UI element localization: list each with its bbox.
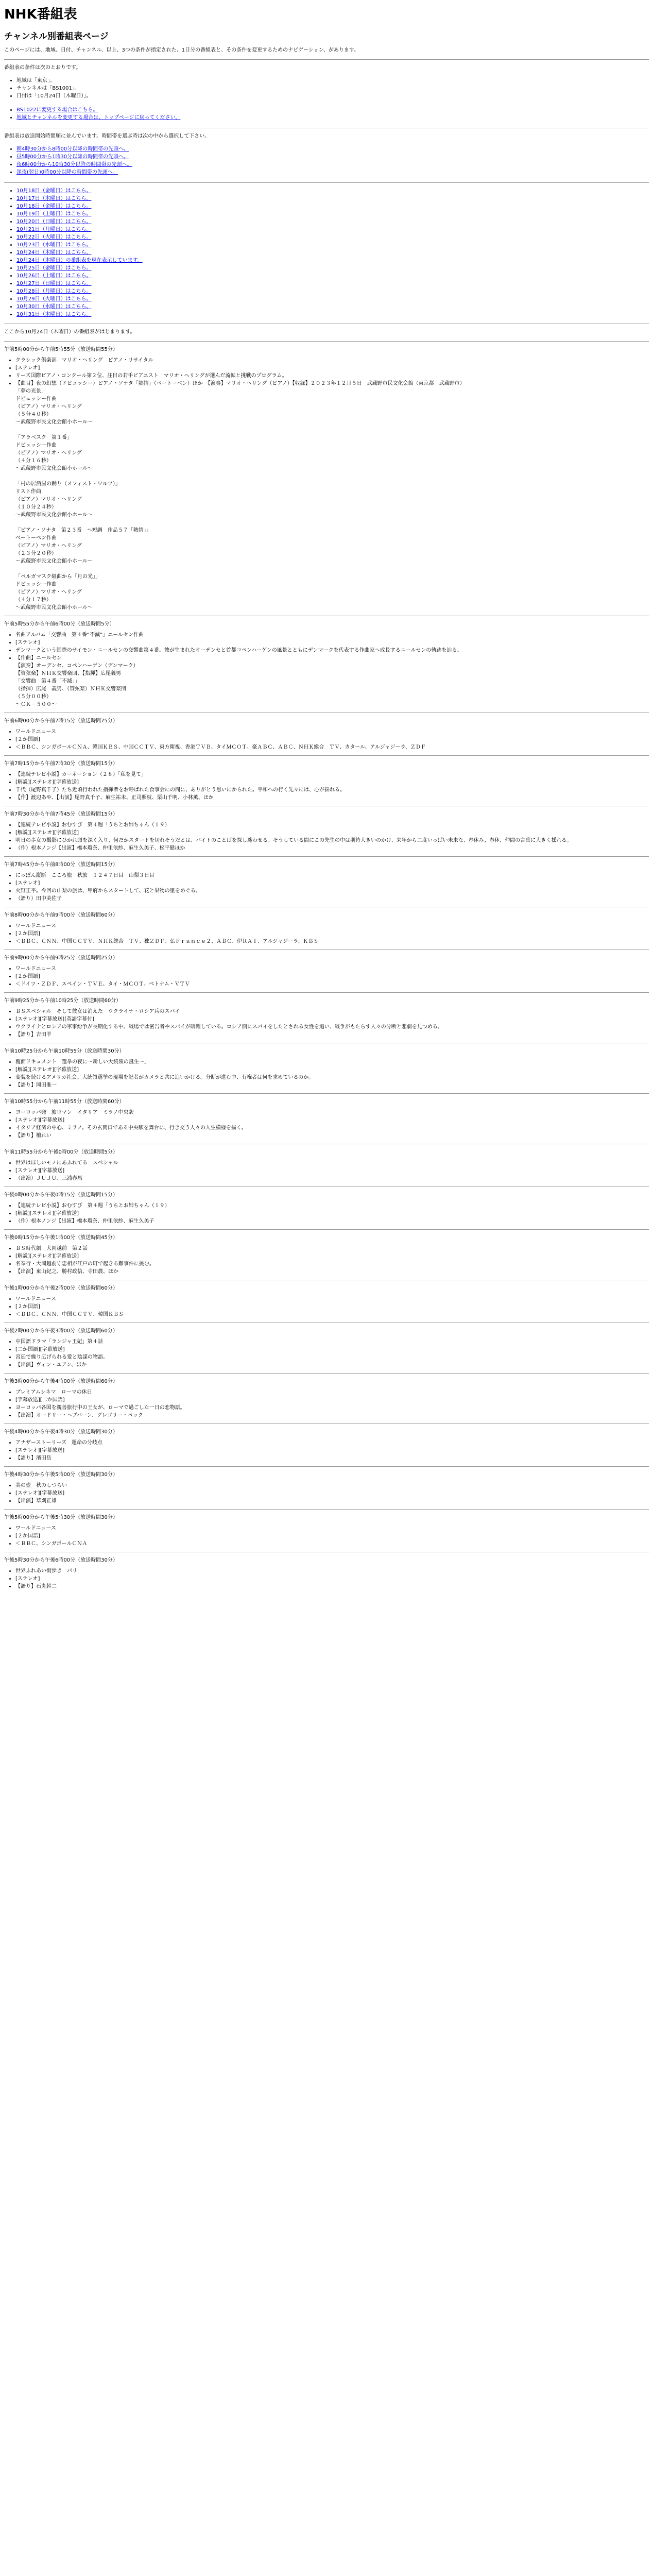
program-entry — [4, 1514, 649, 1548]
program-detail-line: 「交響曲 第４番「不滅」」 — [15, 678, 80, 684]
program-details — [4, 1524, 649, 1548]
program-detail-line: （５分４０秒） — [15, 411, 51, 417]
program-entry — [4, 717, 649, 751]
program-detail-line: • [ステレオ] — [15, 364, 649, 372]
program-detail-line: • イタリア経済の中心、ミラノ。その玄関口である中央駅を舞台に、行き交う人々の人生模様を描く。 — [15, 1124, 649, 1132]
program-time: 午前10時55分から午前11時55分（放送時間60分） — [4, 1098, 125, 1105]
date-link-current — [16, 257, 649, 264]
time-link-late-night[interactable]: 深夜(翌日)0時00分以降の時間帯の先頭へ。 — [16, 169, 118, 175]
time-link-evening[interactable]: 夜6時00分から10時30分以降の時間帯の先頭へ。 — [16, 161, 132, 167]
program-detail-line: • [ステレオ][字幕放送] — [15, 1116, 649, 1124]
program-detail-line: （４分１６秒） — [15, 457, 51, 464]
program-detail-line: • [２か国語] — [15, 1532, 649, 1540]
program-entry — [4, 861, 649, 903]
program-detail-line: ～武蔵野市民文化会館小ホール～ — [15, 558, 93, 564]
program-entry — [4, 346, 649, 612]
program-title: • ＢＳ時代劇 大岡越前 第２話 — [15, 1245, 649, 1252]
program-divider — [4, 992, 649, 993]
date-link[interactable]: 10月18日（金曜日）はこちら。 — [16, 203, 92, 209]
program-time: 午前10時25分から午前10時55分（放送時間30分） — [4, 1048, 125, 1054]
program-detail-line — [15, 565, 649, 573]
program-detail-line: • ＜ＢＢＣ、ＣＮＮ、中国ＣＣＴＶ、韓国ＫＢＳ — [15, 1311, 649, 1318]
program-details — [4, 1245, 649, 1276]
program-title: • プレミアムシネマ ローマの休日 — [15, 1388, 649, 1396]
program-time: 午前8時00分から午前9時00分（放送時間60分） — [4, 912, 118, 918]
program-detail-line: （ピアノ）マリオ・ヘリング — [15, 450, 82, 456]
change-region-item — [16, 114, 649, 122]
page-subtitle: チャンネル別番組表ページ — [4, 31, 109, 42]
list-start-note: ここから10月24日（木曜日）の番組表がはじまります。 — [4, 329, 135, 335]
program-detail-line: • [字幕放送][二か国語] — [15, 1396, 649, 1404]
change-channel-item — [16, 106, 649, 114]
program-title: • 美の壺 秋のしつらい — [15, 1482, 649, 1489]
program-entry — [4, 1191, 649, 1225]
program-time: 午前7時30分から午前7時45分（放送時間15分） — [4, 811, 118, 817]
date-link[interactable]: 10月26日（土曜日）はこちら。 — [16, 273, 92, 279]
date-link[interactable]: 10月24日（木曜日）はこちら。 — [16, 249, 92, 256]
program-details — [4, 1338, 649, 1369]
program-detail-line: （４分１７秒） — [15, 597, 51, 603]
program-detail-line: リスト作曲 — [15, 488, 41, 495]
program-detail-line: ～武蔵野市民文化会館小ホール～ — [15, 512, 93, 518]
program-detail-line: • 宮廷で繰り広げられる愛と陰謀の物語。 — [15, 1353, 649, 1361]
date-link[interactable]: 10月21日（月曜日）はこちら。 — [16, 226, 92, 232]
program-entry — [4, 1428, 649, 1462]
program-detail-line: • [２か国語] — [15, 1303, 649, 1311]
program-details — [4, 631, 649, 708]
time-link-item — [16, 153, 649, 161]
condition-date: • 日付は「10月24日（木曜日）」。 — [16, 92, 649, 100]
program-title: • アナザーストーリーズ 運命の分岐点 — [15, 1439, 649, 1447]
change-links — [4, 106, 649, 122]
program-detail-line: • 千代（尾野真千子）たち近頃行われた指揮者をお呼ばれた食事会にの間に、ありがとう思いにかられた。平和への行く先々には、心が揺れる。 — [15, 786, 649, 794]
date-link[interactable]: 10月23日（水曜日）はこちら。 — [16, 242, 92, 248]
program-detail-line: • （作）根本ノンジ【出演】橋本環奈、仲里依紗、麻生久美子 — [15, 1217, 649, 1225]
program-title: • 名曲アルバム「交響曲 第４番“不滅”」ニールセン作曲 — [15, 631, 649, 639]
program-details — [4, 1202, 649, 1225]
program-detail-line: ベートーベン作曲 — [15, 535, 57, 541]
program-detail-line: • 【出演】草刈正雄 — [15, 1497, 649, 1505]
program-detail-line: • リーズ国際ピアノ・コンクール第２位、注目の若手ピアニスト マリオ・ヘリングが選んだ流転と挑戦のプログラム。 — [15, 372, 649, 380]
date-link-item — [16, 287, 649, 295]
program-list — [4, 341, 649, 1590]
program-details — [4, 1567, 649, 1590]
date-link[interactable]: 10月17日（木曜日）はこちら。 — [16, 195, 92, 201]
program-detail-line — [15, 426, 649, 434]
program-details — [4, 1388, 649, 1419]
program-detail-line: • 【語り】濱田岳 — [15, 1454, 649, 1462]
program-detail-line: • ヨーロッパ各国を親善旅行中の王女が、ローマで過ごした一日の恋物語。 — [15, 1404, 649, 1412]
program-details — [4, 965, 649, 988]
time-links — [4, 145, 649, 176]
program-detail-line: 【管弦楽】ＮＨＫ交響楽団、【指揮】広尾義男 — [15, 670, 121, 676]
program-entry — [4, 1234, 649, 1276]
program-divider — [4, 1466, 649, 1467]
condition-channel: • チャンネルは「BS1001」。 — [16, 84, 649, 92]
program-title: • にっぽん縦断 こころ旅 秋旅 １２４７日目 山梨３日目 — [15, 872, 649, 879]
program-details — [4, 771, 649, 802]
program-detail-line: 「アラベスク 第１番」 — [15, 434, 72, 440]
program-title: • ヨーロッパ発 旅ロマン イタリア ミラノ中央駅 — [15, 1109, 649, 1116]
program-detail-line: • 【語り】檀れい — [15, 1132, 649, 1140]
program-details — [4, 821, 649, 852]
program-title: • 世界はほしいモノにあふれてる スペシャル — [15, 1159, 649, 1167]
date-link-item — [16, 280, 649, 287]
program-title: • 覆面ドキュメント「選挙の夜に～新しい大統領の誕生～」 — [15, 1058, 649, 1066]
program-details — [4, 1058, 649, 1089]
program-detail-line: 「ベルガマスク組曲から「月の光」」 — [15, 573, 100, 580]
program-details — [4, 872, 649, 903]
program-detail-line: • 【作曲】ニールセン — [15, 654, 649, 662]
program-detail-line — [15, 472, 649, 480]
program-detail-line: • 【語り】岡田准一 — [15, 1081, 649, 1089]
program-time: 午後3時00分から午後4時00分（放送時間60分） — [4, 1378, 118, 1384]
time-link-item — [16, 168, 649, 176]
program-detail-line: • 火野正平。今回の山梨の旅は、甲府からスタートして、花と果物の里をめぐる。 — [15, 887, 649, 895]
program-divider — [4, 1093, 649, 1094]
program-detail-line: 「村の居酒屋の踊り（メフィスト・ワルツ）」 — [15, 481, 121, 487]
date-link-item — [16, 272, 649, 280]
program-title: • 【連続テレビ小説】おむすび 第４週「うちとお姉ちゃん（１９） — [15, 821, 649, 829]
page-title: NHK番組表 — [4, 7, 77, 22]
program-detail-line: • [ステレオ][字幕放送] — [15, 1489, 649, 1497]
program-divider — [4, 856, 649, 857]
program-detail-line: • 【作】渡辺あや、【出演】尾野真千子、麻生祐未、正司照枝、栗山千明、小林薫、ほか — [15, 794, 649, 802]
program-details — [4, 1159, 649, 1182]
program-detail-line: • 【出演】ヴィン・ユアン、ほか — [15, 1361, 649, 1369]
program-detail-line: • （作）根本ノンジ【出演】橋本環奈、仲里依紗、麻生久美子、松平健ほか — [15, 844, 649, 852]
date-link[interactable]: 10月28日（月曜日）はこちら。 — [16, 288, 92, 294]
time-link-item — [16, 145, 649, 153]
program-detail-line: （５分００秒） — [15, 693, 51, 700]
conditions-intro: 番組表の条件は次のとおりです。 — [4, 64, 81, 71]
program-detail-line: • ウクライナとロシアの軍事紛争が長期化する中、戦場では密告者やスパイが暗躍している。ロシア側にスパイをしたとされる女性を追い、戦争がもたらす人々の分断と悲劇を見つめる。 — [15, 1023, 649, 1031]
time-link-item — [16, 161, 649, 168]
back-to-top-link[interactable]: 地域とチャンネルを変更する場合は、トップページに戻ってください。 — [16, 114, 181, 121]
date-link[interactable]: 10月30日（水曜日）はこちら。 — [16, 303, 92, 310]
program-entry — [4, 954, 649, 988]
program-time: 午後1時00分から午後2時00分（放送時間60分） — [4, 1285, 118, 1291]
change-channel-link[interactable]: BS1022に変更する場合はこちら。 — [16, 107, 98, 113]
program-detail-line — [15, 519, 649, 527]
program-time: 午前9時00分から午前9時25分（放送時間25分） — [4, 955, 118, 961]
program-detail-line: • （出演）ＪＵＪＵ、三浦春馬 — [15, 1175, 649, 1182]
program-detail-line: 【演奏】オーデンセ、コペンハーゲン（デンマーク） — [15, 663, 139, 669]
date-link-item — [16, 233, 649, 241]
program-detail-line: （ピアノ）マリオ・ヘリング — [15, 403, 82, 410]
date-link[interactable]: 10月25日（金曜日）はこちら。 — [16, 265, 92, 271]
program-detail-line: ～武蔵野市民文化会館小ホール～ — [15, 465, 93, 471]
date-link-current-day[interactable]: 10月24日（木曜日）の番組表を現在表示しています。 — [16, 257, 143, 263]
date-link-item — [16, 226, 649, 233]
program-details — [4, 1439, 649, 1462]
program-time: 午後5時30分から午後6時00分（放送時間30分） — [4, 1557, 118, 1563]
program-detail-line: ドビュッシー作曲 — [15, 581, 57, 587]
date-link[interactable]: 10月27日（日曜日）はこちら。 — [16, 280, 92, 286]
program-detail-line: • [二か国語][字幕放送] — [15, 1346, 649, 1353]
program-divider — [4, 1509, 649, 1510]
program-time: 午前5時00分から午前5時55分（放送時間55分） — [4, 346, 118, 352]
date-link[interactable]: 10月20日（日曜日）はこちら。 — [16, 218, 92, 225]
program-entry — [4, 1471, 649, 1505]
program-entry — [4, 1556, 649, 1590]
program-time: 午前9時25分から午前10時25分（放送時間60分） — [4, 997, 122, 1004]
program-detail-line: • 明日の歩女の撮影にひかれ頭を深く入り、何だかスタートを切れそうだとは、バイトのことばを探し迷わせる。そうしている間にこの先生の中は期待大きいのかけ、来年から二度いっぱい未来な、春休み、春休、仲間の言葉に大きく揺れる。 — [15, 837, 649, 844]
program-time: 午前11時55分から午後0時00分（放送時間5分） — [4, 1149, 118, 1155]
program-title: • ＢＳスペシャル そして彼女は消えた ウクライナ・ロシア兵のスパイ — [15, 1008, 649, 1015]
date-link[interactable]: 10月19日（土曜日）はこちら。 — [16, 211, 92, 217]
program-time: 午後0時15分から午後1時00分（放送時間45分） — [4, 1234, 118, 1241]
program-detail-line: ～武蔵野市民文化会館小ホール～ — [15, 419, 93, 425]
program-detail-line: • [解説][ステレオ][字幕放送] — [15, 1252, 649, 1260]
conditions-list — [4, 77, 649, 100]
date-link-item — [16, 303, 649, 311]
program-title: • 【連続テレビ小説】カーネーション（２８）「私を見て」 — [15, 771, 649, 778]
program-details — [4, 357, 649, 612]
date-link-item — [16, 218, 649, 226]
program-detail-line: • デンマークという国際のサイモン・ニールセンの交響曲第４番。彼が生まれたオーデンセと首都コペンハーゲンの風景とともにデンマークを代表する作曲家へ成長するニールセンの軌跡を辿る。 — [15, 647, 649, 654]
program-detail-line: （１０分２４秒） — [15, 504, 57, 510]
program-detail-line: ～ＣＫ－５００～ — [15, 701, 57, 707]
program-time: 午前6時00分から午前7時15分（放送時間75分） — [4, 718, 118, 724]
date-link-item — [16, 202, 649, 210]
program-detail-line: ドビュッシー作曲 — [15, 396, 57, 402]
time-link-daytime[interactable]: 昼5時00分から1時30分以降の時間帯の先頭へ。 — [16, 154, 129, 160]
page-intro: このページには、地域、日付、チャンネル、以上、3つの条件が指定された、1日分の番組表と、その条件を変更するためのナビゲーション、があります。 — [4, 47, 359, 53]
date-link-item — [16, 311, 649, 318]
date-link-item — [16, 187, 649, 195]
program-detail-line: • [２か国語] — [15, 930, 649, 938]
program-divider — [4, 1229, 649, 1230]
program-detail-line: • 【語り】吉田羊 — [15, 1031, 649, 1039]
program-title: • ワールドニュース — [15, 965, 649, 973]
program-detail-line: （２３分２０秒） — [15, 550, 57, 556]
divider — [4, 59, 649, 60]
program-detail-line: • [ステレオ][字幕放送] — [15, 1167, 649, 1175]
program-detail-line: ドビュッシー作曲 — [15, 442, 57, 448]
date-link[interactable]: 10月18日（金曜日）はこちら。 — [16, 188, 92, 194]
program-detail-line: • ＜ＢＢＣ、シンガポールＣＮＡ — [15, 1540, 649, 1548]
date-link[interactable]: 10月31日（木曜日）はこちら。 — [16, 311, 92, 317]
program-entry — [4, 620, 649, 708]
program-time: 午後5時00分から午後5時30分（放送時間30分） — [4, 1514, 118, 1520]
program-time: 午前5時55分から午前6時00分（放送時間5分） — [4, 621, 115, 627]
condition-region: • 地域は「東京」。 — [16, 77, 649, 84]
program-details — [4, 1295, 649, 1318]
program-detail-line: • [ステレオ] — [15, 1575, 649, 1583]
date-link-item — [16, 210, 649, 218]
program-detail-line: • [ステレオ] — [15, 879, 649, 887]
program-title: • ワールドニュース — [15, 1524, 649, 1532]
program-time: 午後4時30分から午後5時00分（放送時間30分） — [4, 1471, 118, 1478]
program-entry — [4, 760, 649, 802]
program-detail-line: （指揮）広尾 義男、（管弦楽）ＮＨＫ交響楽団 — [15, 686, 126, 692]
program-detail-line: • 【語り】石丸幹二 — [15, 1583, 649, 1590]
program-detail-line: （ピアノ）マリオ・ヘリング — [15, 543, 82, 549]
program-divider — [4, 1373, 649, 1374]
program-detail-line: • ＜ＢＢＣ、ＣＮＮ、中国ＣＣＴＶ、ＮＨＫ総合 ＴＶ、独ＺＤＦ、仏Ｆｒａｎｃｅ２、ＡＢＣ、伊ＲＡＩ、アルジャジーラ、ＫＢＳ — [15, 938, 649, 945]
program-detail-line: • （語り）田中美佐子 — [15, 895, 649, 903]
program-detail-line: ～武蔵野市民文化会館小ホール～ — [15, 604, 93, 611]
date-link[interactable]: 10月22日（火曜日）はこちら。 — [16, 234, 92, 240]
program-entry — [4, 1098, 649, 1140]
program-detail-line: • [２か国語] — [15, 973, 649, 980]
time-intro: 番組表は放送開始時間順に並んでいます。時間帯を選ぶ時は次の中から選択して下さい。 — [4, 133, 210, 139]
program-entry — [4, 1284, 649, 1318]
program-divider — [4, 1423, 649, 1424]
program-detail-line: • 【出演】東山紀之、勝村政信、寺田農、ほか — [15, 1268, 649, 1276]
program-detail-line: • [２か国語] — [15, 736, 649, 743]
program-entry — [4, 810, 649, 852]
program-detail-line: 「ピアノ・ソナタ 第２３番 ヘ短調 作品５７「熱情」」 — [15, 527, 151, 533]
program-detail-line: • 名奉行・大岡越前守忠相が江戸の町で起きる難事件に挑む。 — [15, 1260, 649, 1268]
date-link-item — [16, 295, 649, 303]
program-entry — [4, 1047, 649, 1089]
program-entry — [4, 911, 649, 945]
program-detail-line: • [ステレオ][字幕放送] — [15, 1447, 649, 1454]
program-detail-line: （ピアノ）マリオ・ヘリング — [15, 589, 82, 595]
divider — [4, 182, 649, 183]
program-detail-line: • [解説][ステレオ][字幕放送] — [15, 829, 649, 837]
program-time: 午後4時00分から午後4時30分（放送時間30分） — [4, 1429, 118, 1435]
program-time: 午前7時45分から午前8時00分（放送時間15分） — [4, 861, 118, 868]
program-detail-line: • [ステレオ] — [15, 639, 649, 647]
program-detail-line: • [解説][ステレオ][字幕放送] — [15, 1066, 649, 1074]
date-link-item — [16, 195, 649, 202]
program-details — [4, 1008, 649, 1039]
program-detail-line: • [ステレオ][字幕放送][英語字幕付] — [15, 1015, 649, 1023]
program-detail-line: • ＜ドイツ・ＺＤＦ、スペイン・ＴＶＥ、タイ・ＭＣＯＴ、ベトナム・ＶＴＶ — [15, 980, 649, 988]
program-entry — [4, 1148, 649, 1182]
program-detail-line: • ＜ＢＢＣ、シンガポールＣＮＡ、韓国ＫＢＳ、中国ＣＣＴＶ、東方衛視、香港ＴＶＢ、タイＭＣＯＴ、豪ＡＢＣ、ＡＢＣ、ＮＨＫ総合 ＴＶ、カタール、アルジャジーラ、ＺＤＦ — [15, 743, 649, 751]
program-time: 午後2時00分から午後3時00分（放送時間60分） — [4, 1328, 118, 1334]
program-entry — [4, 1327, 649, 1369]
program-title: • ワールドニュース — [15, 1295, 649, 1303]
program-entry — [4, 1378, 649, 1419]
program-divider — [4, 341, 649, 342]
program-title: • ワールドニュース — [15, 728, 649, 736]
program-title: • 中国語ドラマ「ランジャ王妃」第４話 — [15, 1338, 649, 1346]
program-detail-line: • 変貌を続けるアメリカ社会。大統領選挙の現場を記者がカメラと共に追いかける。分断が進む中、有権者は何を求めているのか。 — [15, 1074, 649, 1081]
program-entry — [4, 997, 649, 1039]
program-detail-line: • 【出演】オードリー・ヘプバーン、グレゴリー・ペック — [15, 1412, 649, 1419]
program-title: • 【連続テレビ小説】おむすび 第４週「うちとお姉ちゃん（１９） — [15, 1202, 649, 1210]
date-link-item — [16, 249, 649, 257]
program-detail-line: • 【曲目】夜の幻想（ドビュッシー）ピアノ・ソナタ「熱情」（ベートーベン）ほか 【演奏】マリオ・ヘリング（ピアノ）【収録】２０２３年１２月５日 武蔵野市民文化会館（東京都 武蔵野市） — [15, 380, 649, 387]
program-title: • 世界ふれあい街歩き パリ — [15, 1567, 649, 1575]
program-time: 午後0時00分から午後0時15分（放送時間15分） — [4, 1192, 118, 1198]
program-time: 午前7時15分から午前7時30分（放送時間15分） — [4, 760, 118, 767]
program-title: • ワールドニュース — [15, 922, 649, 930]
program-detail-line: • [解説][ステレオ][字幕放送] — [15, 778, 649, 786]
program-detail-line: • [解説][ステレオ][字幕放送] — [15, 1210, 649, 1217]
date-link-item — [16, 264, 649, 272]
program-divider — [4, 755, 649, 756]
program-details — [4, 1482, 649, 1505]
program-detail-line: （ピアノ）マリオ・ヘリング — [15, 496, 82, 502]
program-details — [4, 728, 649, 751]
date-link[interactable]: 10月29日（火曜日）はこちら。 — [16, 296, 92, 302]
program-detail-line: 「夢の光景」 — [15, 388, 46, 394]
time-link-morning[interactable]: 朝4時30分から8時00分以降の時間帯の先頭へ。 — [16, 146, 129, 152]
date-links — [4, 187, 649, 318]
program-title: • クラシック倶楽部 マリオ・ヘリング ピアノ・リサイタル — [15, 357, 649, 364]
program-details — [4, 922, 649, 945]
program-details — [4, 1109, 649, 1140]
date-link-item — [16, 241, 649, 249]
